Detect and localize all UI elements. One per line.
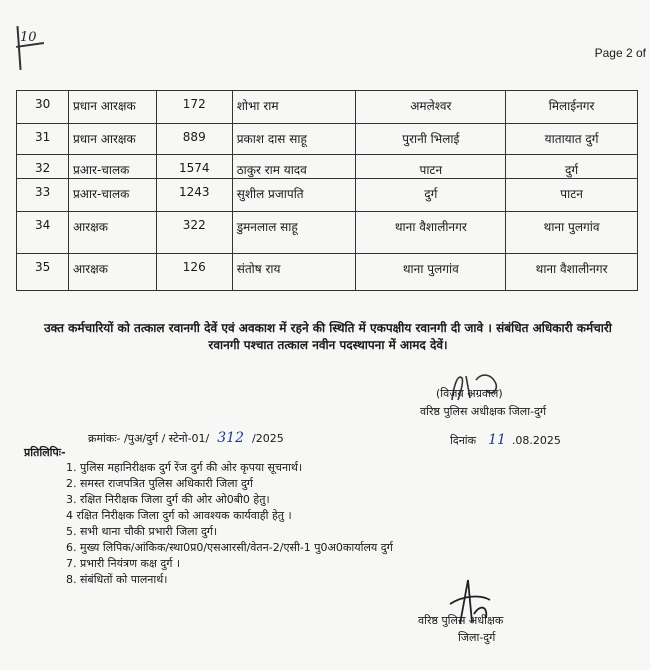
cell-to: थाना वैशालीनगर (506, 254, 638, 291)
footer-title: वरिष्ठ पुलिस अधीक्षक (418, 614, 504, 627)
table-row (17, 212, 638, 254)
cell-no: 322 (156, 212, 232, 254)
corner-tally-mark (6, 24, 46, 74)
cell-name: प्रकाश दास साहू (232, 124, 356, 155)
cell-no: 1574 (156, 155, 232, 179)
date-line (450, 432, 561, 448)
cell-to: मिलाईनगर (506, 91, 638, 124)
cell-rank: आरक्षक (68, 212, 156, 254)
transfer-table (16, 90, 638, 291)
cell-rank: प्रधान आरक्षक (68, 91, 156, 124)
cell-from: अमलेश्वर (356, 91, 506, 124)
cell-no: 172 (156, 91, 232, 124)
cell-to: दुर्ग (506, 155, 638, 179)
copy-item: 7. प्रभारी नियंत्रण कक्ष दुर्ग । (66, 557, 181, 570)
reference-prefix: क्रमांकः- /पुअ/दुर्ग / स्टेनो-01/ (88, 432, 210, 445)
cell-to: थाना पुलगांव (506, 212, 638, 254)
cell-from: पाटन (356, 155, 506, 179)
reference-number: 312 (217, 430, 244, 446)
copies-list (66, 460, 393, 588)
signatory-name: (विजय अग्रवाल) (436, 387, 503, 400)
cell-sn: 31 (17, 124, 69, 155)
cell-rank: आरक्षक (68, 254, 156, 291)
cell-sn: 35 (17, 254, 69, 291)
table-row (17, 124, 638, 155)
cell-rank: प्रआर-चालक (68, 179, 156, 212)
cell-rank: प्रआर-चालक (68, 155, 156, 179)
cell-sn: 32 (17, 155, 69, 179)
date-rest: .08.2025 (511, 434, 561, 447)
cell-rank: प्रधान आरक्षक (68, 124, 156, 155)
copy-item: 3. रक्षित निरीक्षक जिला दुर्ग की ओर ओ0बी0 हेतु। (66, 493, 270, 506)
date-day: 11 (488, 432, 506, 448)
cell-from: दुर्ग (356, 179, 506, 212)
date-label: दिनांक (450, 434, 477, 447)
signatory-title: वरिष्ठ पुलिस अधीक्षक जिला-दुर्ग (420, 405, 547, 418)
copy-item: 8. संबंधितों को पालनार्थ। (66, 573, 168, 586)
footer-place: जिला-दुर्ग (458, 631, 496, 644)
cell-to: यातायात दुर्ग (506, 124, 638, 155)
table-row (17, 155, 638, 179)
corner-number: 10 (20, 30, 37, 45)
cell-name: संतोष राय (232, 254, 356, 291)
copies-heading: प्रतिलिपिः- (24, 446, 66, 459)
cell-sn: 33 (17, 179, 69, 212)
cell-no: 126 (156, 254, 232, 291)
cell-sn: 30 (17, 91, 69, 124)
cell-name: डुमनलाल साहू (232, 212, 356, 254)
order-line-1: उक्त कर्मचारियों को तत्काल रवानगी देवें एवं अवकाश में रहने की स्थिति में एकपक्षीय रवानगी दी जावे । संबंधित अधिकारी कर्मचारी (44, 321, 612, 335)
copy-item: 5. सभी थाना चौकी प्रभारी जिला दुर्ग। (66, 525, 218, 538)
cell-sn: 34 (17, 212, 69, 254)
table-row (17, 179, 638, 212)
cell-no: 1243 (156, 179, 232, 212)
copy-item: 6. मुख्य लिपिक/आंकिक/स्था0प्र0/एसआरसी/वेतन-2/एसी-1 पु0अ0कार्यालय दुर्ग (66, 541, 393, 554)
copy-item: 1. पुलिस महानिरीक्षक दुर्ग रेंज दुर्ग की ओर कृपया सूचनार्थ। (66, 461, 303, 474)
cell-from: पुरानी भिलाई (356, 124, 506, 155)
cell-name: ठाकुर राम यादव (232, 155, 356, 179)
copy-item: 2. समस्त राजपत्रित पुलिस अधिकारी जिला दुर्ग (66, 477, 253, 490)
reference-line (88, 430, 284, 446)
order-line-2: रवानगी पश्चात तत्काल नवीन पदस्थापना में आमद देवें। (208, 338, 448, 352)
cell-no: 889 (156, 124, 232, 155)
cell-name: शोभा राम (232, 91, 356, 124)
table-row (17, 254, 638, 291)
cell-to: पाटन (506, 179, 638, 212)
table-row (17, 91, 638, 124)
order-text (28, 320, 628, 354)
reference-year: /2025 (252, 432, 284, 445)
page-number: Page 2 of (594, 46, 646, 60)
copy-item: 4 रक्षित निरीक्षक जिला दुर्ग को आवश्यक कार्यवाही हेतु । (66, 509, 292, 522)
cell-from: थाना पुलगांव (356, 254, 506, 291)
cell-from: थाना वैशालीनगर (356, 212, 506, 254)
cell-name: सुशील प्रजापति (232, 179, 356, 212)
